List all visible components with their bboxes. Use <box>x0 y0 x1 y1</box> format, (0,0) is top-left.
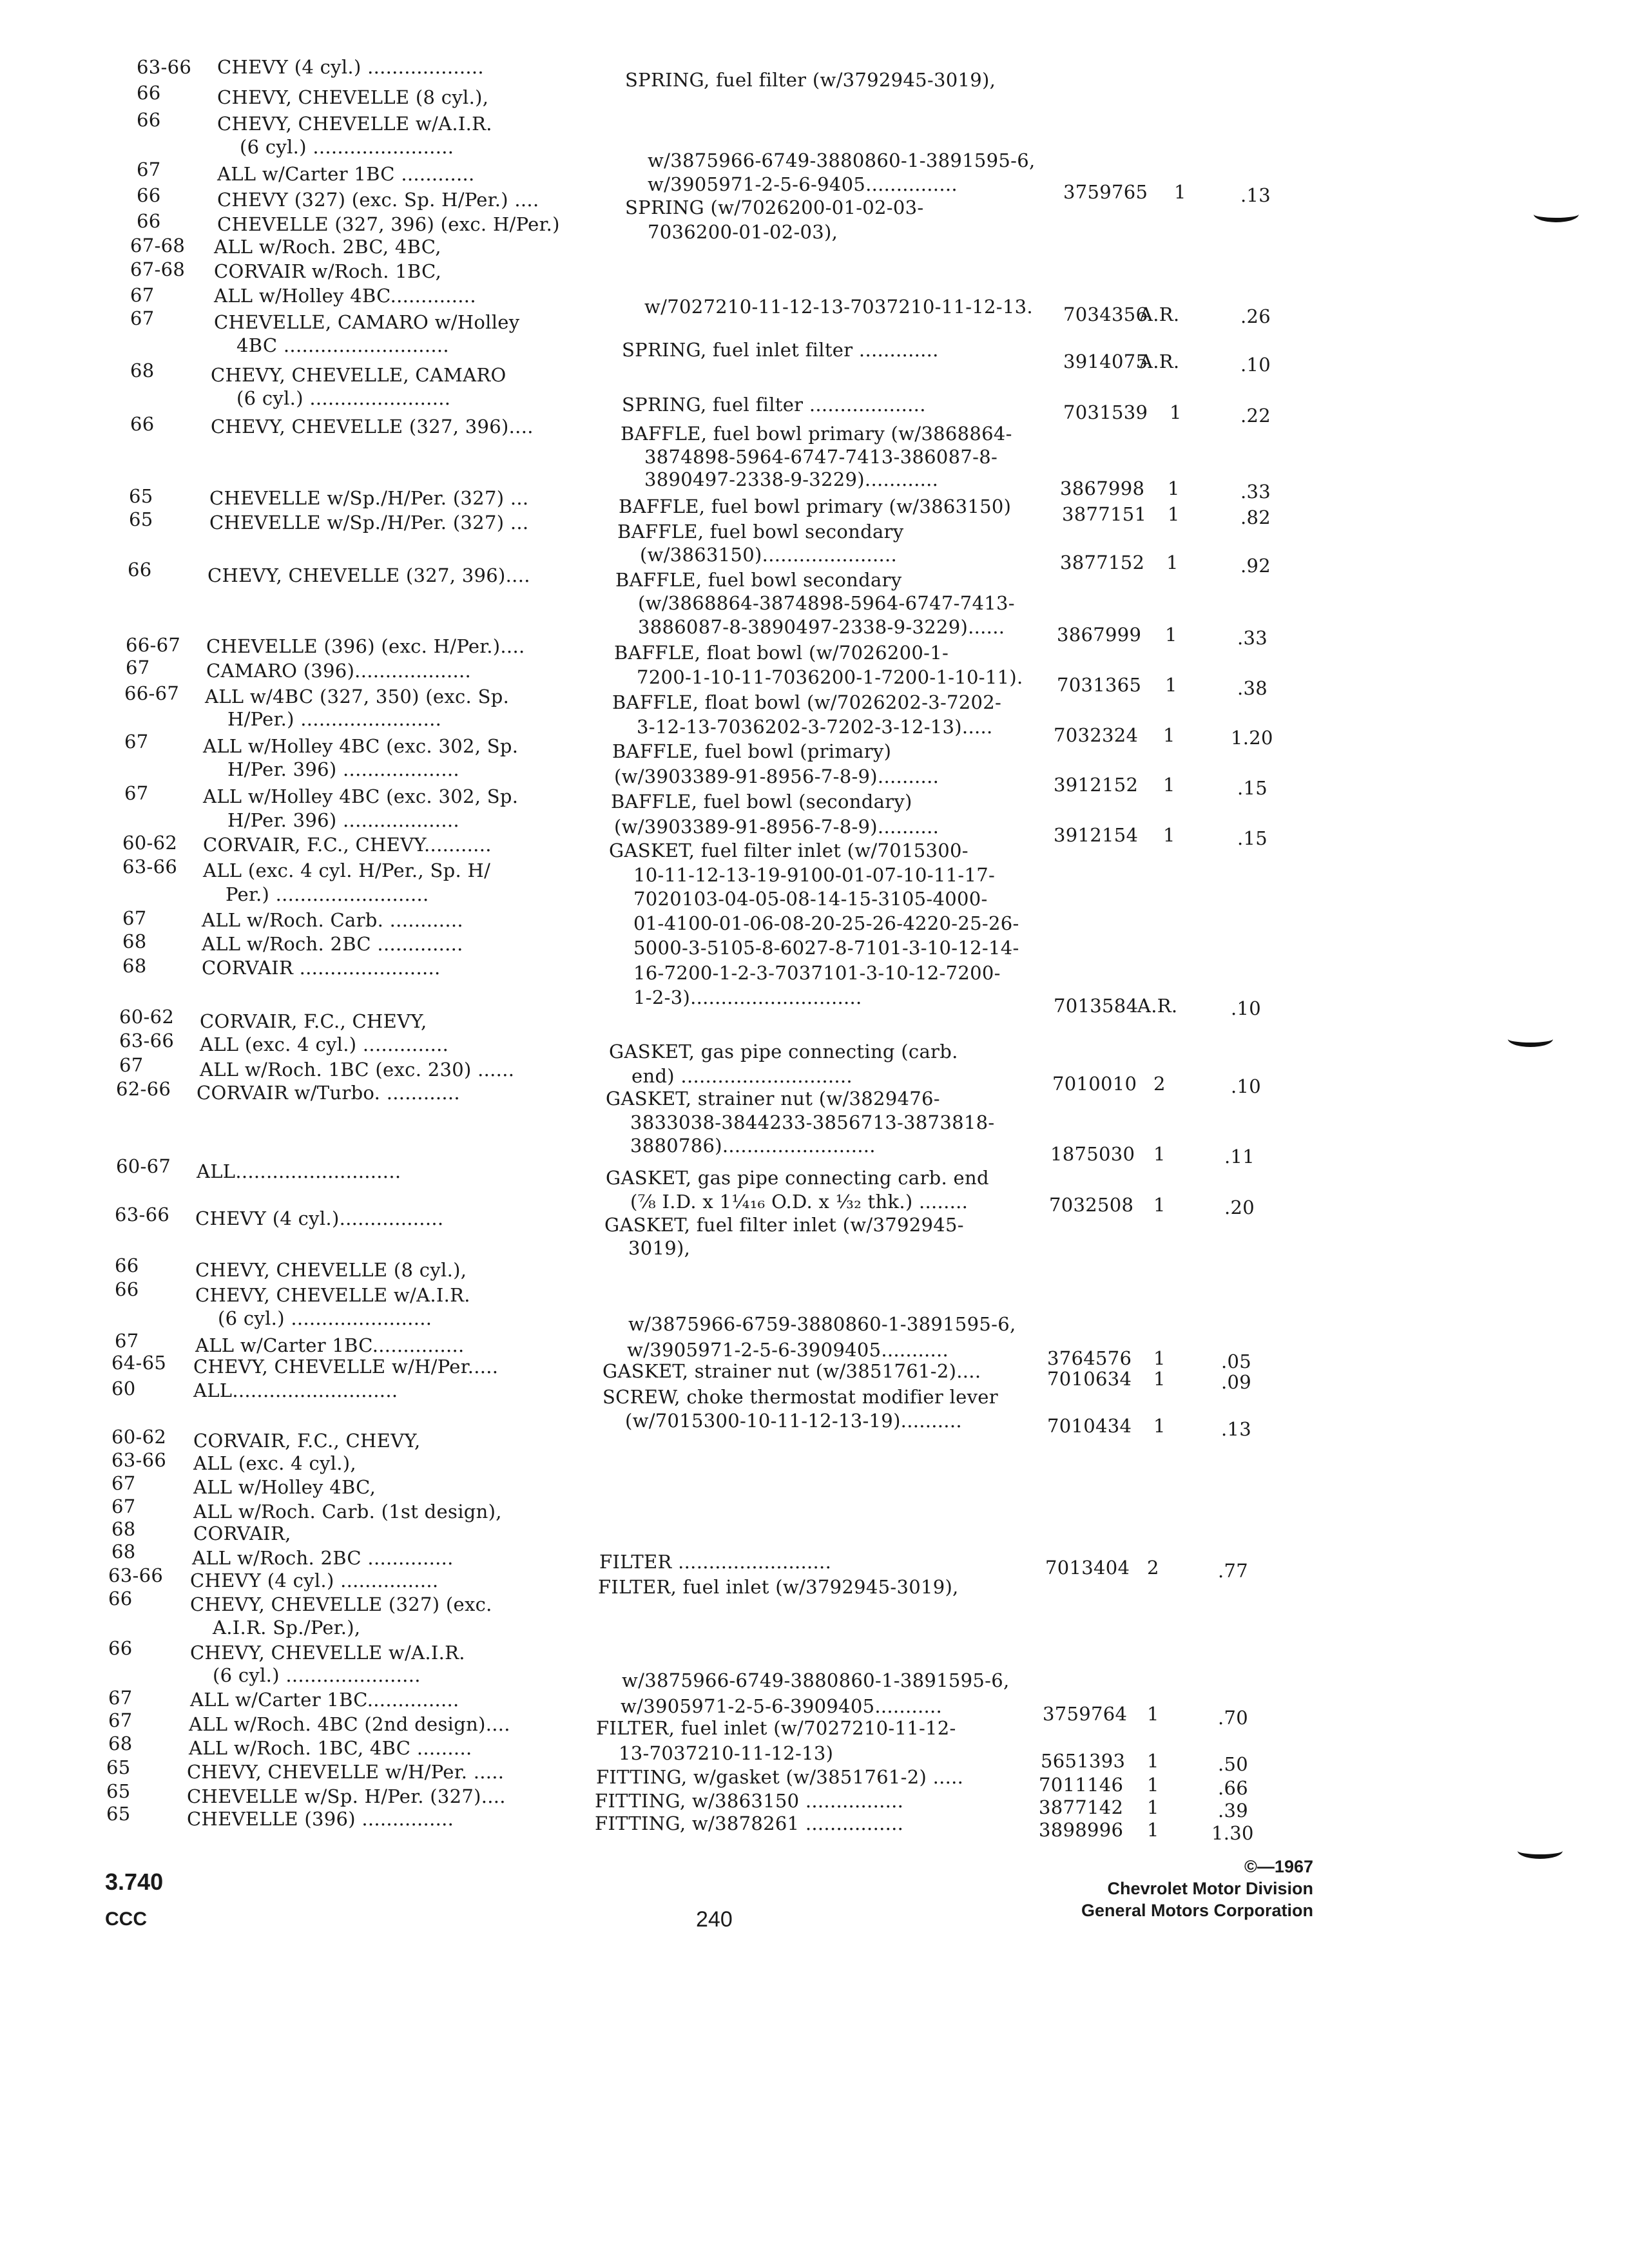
catalog-text-line: 63-66 <box>119 1030 175 1052</box>
catalog-text-line: ALL w/Carter 1BC............... <box>195 1334 465 1356</box>
catalog-text-line: ALL........................... <box>193 1379 398 1401</box>
catalog-text-line: .10 <box>1231 997 1262 1019</box>
catalog-text-line: 3-12-13-7036202-3-7202-3-12-13)..... <box>637 716 993 738</box>
catalog-text-line: 1 <box>1153 1368 1166 1390</box>
catalog-text-line: H/Per. 396) ................... <box>227 809 459 831</box>
catalog-text-line: 7031539 <box>1063 401 1148 423</box>
catalog-text-line: w/3875966-6759-3880860-1-3891595-6, <box>628 1313 1016 1335</box>
catalog-text-line: 1 <box>1153 1194 1166 1216</box>
catalog-text-line: .66 <box>1218 1777 1249 1799</box>
catalog-text-line: .33 <box>1240 481 1271 503</box>
catalog-text-line: CHEVELLE (396) (exc. H/Per.).... <box>206 635 525 657</box>
catalog-text-line: (w/7015300-10-11-12-13-19).......... <box>625 1410 962 1432</box>
catalog-text-line: CHEVELLE, CAMARO w/Holley <box>214 311 520 333</box>
catalog-text-line: 66 <box>137 184 161 206</box>
catalog-text-line: .92 <box>1240 555 1271 577</box>
binder-tick-mark <box>1508 1031 1553 1047</box>
catalog-text-line: 1 <box>1168 503 1180 525</box>
catalog-text-line: (w/3903389-91-8956-7-8-9).......... <box>614 765 940 787</box>
catalog-text-line: FILTER ......................... <box>599 1551 832 1573</box>
catalog-text-line: 3759765 <box>1063 181 1148 203</box>
catalog-text-line: ALL (exc. 4 cyl. H/Per., Sp. H/ <box>203 860 491 881</box>
catalog-text-line: CHEVY, CHEVELLE (8 cyl.), <box>217 86 489 108</box>
catalog-text-line: CHEVELLE (396) ............... <box>187 1808 454 1830</box>
catalog-text-line: 3890497-2338-9-3229)............ <box>644 468 939 490</box>
catalog-text-line: 67 <box>130 284 155 306</box>
catalog-text-line: 1875030 <box>1050 1143 1135 1165</box>
catalog-text-line: 60-62 <box>122 832 178 854</box>
catalog-text-line: 7010010 <box>1052 1073 1137 1095</box>
catalog-text-line: CORVAIR w/Roch. 1BC, <box>214 260 442 282</box>
catalog-text-line: CHEVELLE (327, 396) (exc. H/Per.) <box>217 213 560 235</box>
catalog-text-line: 7031365 <box>1057 674 1142 696</box>
catalog-text-line: 3759764 <box>1043 1703 1128 1725</box>
division-name: Chevrolet Motor Division <box>1107 1879 1313 1898</box>
catalog-text-line: CHEVY, CHEVELLE (327, 396).... <box>211 416 534 437</box>
catalog-text-line: (⅞ I.D. x 1¼₁₆ O.D. x ⅓₂ thk.) ........ <box>630 1191 969 1213</box>
catalog-text-line: 1.20 <box>1231 727 1273 749</box>
catalog-text-line: BAFFLE, fuel bowl (secondary) <box>611 791 912 812</box>
catalog-text-line: 3898996 <box>1039 1819 1124 1841</box>
catalog-text-line: SPRING, fuel filter (w/3792945-3019), <box>625 69 996 91</box>
catalog-text-line: CHEVELLE w/Sp./H/Per. (327) ... <box>209 487 529 509</box>
catalog-text-line: 7013584 <box>1054 995 1139 1017</box>
catalog-text-line: .70 <box>1218 1707 1249 1729</box>
catalog-text-line: FITTING, w/3878261 ................ <box>595 1812 904 1834</box>
catalog-text-line: FILTER, fuel inlet (w/3792945-3019), <box>598 1576 959 1598</box>
catalog-text-line: 66 <box>137 109 161 131</box>
catalog-text-line: 65 <box>106 1780 131 1802</box>
catalog-text-line: 63-66 <box>122 856 178 878</box>
catalog-text-line: 5651393 <box>1041 1750 1126 1772</box>
catalog-text-line: .05 <box>1221 1350 1252 1372</box>
catalog-text-line: 16-7200-1-2-3-7037101-3-10-12-7200- <box>633 962 1001 984</box>
catalog-text-line: w/3905971-2-5-6-9405............... <box>648 173 958 195</box>
page-number: 240 <box>696 1907 733 1932</box>
catalog-text-line: w/3875966-6749-3880860-1-3891595-6, <box>648 149 1036 171</box>
catalog-text-line: 60-62 <box>119 1006 175 1028</box>
catalog-text-line: 67 <box>108 1709 133 1731</box>
catalog-text-line: 1 <box>1168 477 1180 499</box>
catalog-text-line: ALL w/Roch. 2BC, 4BC, <box>214 236 441 258</box>
catalog-text-line: .09 <box>1221 1371 1252 1393</box>
catalog-text-line: 68 <box>111 1541 136 1562</box>
catalog-text-line: 3867999 <box>1057 624 1142 646</box>
catalog-text-line: BAFFLE, fuel bowl primary (w/3863150) <box>619 495 1012 517</box>
catalog-text-line: 67-68 <box>130 235 186 256</box>
catalog-text-line: .33 <box>1237 627 1268 649</box>
catalog-text-line: 7036200-01-02-03), <box>648 221 838 243</box>
catalog-text-line: 7010634 <box>1047 1368 1132 1390</box>
catalog-text-line: GASKET, fuel filter inlet (w/7015300- <box>609 840 969 861</box>
catalog-text-line: A.I.R. Sp./Per.), <box>213 1617 361 1639</box>
catalog-text-line: 68 <box>122 930 147 952</box>
catalog-text-line: CHEVY, CHEVELLE w/A.I.R. <box>190 1642 465 1664</box>
catalog-text-line: BAFFLE, float bowl (w/7026200-1- <box>614 642 949 664</box>
catalog-text-line: ALL........................... <box>197 1160 401 1182</box>
catalog-text-line: BAFFLE, float bowl (w/7026202-3-7202- <box>612 691 1002 713</box>
catalog-text-line: FILTER, fuel inlet (w/7027210-11-12- <box>596 1717 956 1739</box>
catalog-text-line: 1 <box>1166 552 1179 573</box>
catalog-text-line: CORVAIR, F.C., CHEVY, <box>193 1430 421 1452</box>
catalog-text-line: CHEVY, CHEVELLE (8 cyl.), <box>195 1259 467 1281</box>
catalog-text-line: 66 <box>115 1278 139 1300</box>
catalog-text-line: 2 <box>1153 1073 1166 1095</box>
catalog-text-line: 1 <box>1147 1796 1159 1818</box>
catalog-text-line: 7011146 <box>1039 1774 1124 1796</box>
catalog-text-line: .20 <box>1224 1196 1255 1218</box>
catalog-text-line: H/Per.) ....................... <box>227 708 442 730</box>
catalog-text-line: w/3875966-6749-3880860-1-3891595-6, <box>622 1669 1010 1691</box>
catalog-text-line: ALL w/4BC (327, 350) (exc. Sp. <box>205 686 510 707</box>
catalog-text-line: 1 <box>1147 1703 1159 1725</box>
catalog-text-line: (w/3903389-91-8956-7-8-9).......... <box>614 816 940 838</box>
catalog-text-line: 3912154 <box>1054 824 1139 846</box>
catalog-text-line: 3880786)......................... <box>630 1135 876 1157</box>
catalog-text-line: (w/3863150)...................... <box>640 544 898 566</box>
catalog-text-line: .13 <box>1240 184 1271 206</box>
catalog-text-line: w/7027210-11-12-13-7037210-11-12-13. <box>644 296 1033 318</box>
catalog-text-line: 67 <box>126 657 150 678</box>
catalog-text-line: 67 <box>122 907 147 929</box>
catalog-text-line: 63-66 <box>137 56 192 78</box>
catalog-text-line: .15 <box>1237 777 1268 799</box>
catalog-text-line: 1 <box>1147 1774 1159 1796</box>
catalog-text-line: CHEVY, CHEVELLE w/A.I.R. <box>217 113 492 135</box>
catalog-text-line: 5000-3-5105-8-6027-8-7101-3-10-12-14- <box>633 937 1019 959</box>
catalog-text-line: 1.30 <box>1211 1822 1254 1844</box>
copyright: ©—1967 <box>1244 1857 1313 1876</box>
catalog-text-line: 65 <box>106 1803 131 1825</box>
catalog-text-line: GASKET, fuel filter inlet (w/3792945- <box>604 1214 964 1236</box>
catalog-text-line: 01-4100-01-06-08-20-25-26-4220-25-26- <box>633 912 1019 934</box>
catalog-text-line: 3019), <box>628 1237 691 1259</box>
catalog-text-line: 3877142 <box>1039 1796 1124 1818</box>
catalog-text-line: 1 <box>1153 1347 1166 1369</box>
catalog-text-line: w/3905971-2-5-6-3909405........... <box>621 1695 943 1717</box>
catalog-text-line: 10-11-12-13-19-9100-01-07-10-11-17- <box>633 864 996 886</box>
catalog-text-line: CORVAIR, <box>193 1523 291 1544</box>
catalog-text-line: .50 <box>1218 1753 1249 1775</box>
catalog-text-line: 66 <box>108 1588 133 1610</box>
catalog-text-line: 68 <box>122 955 147 977</box>
catalog-text-line: 1 <box>1163 824 1175 846</box>
catalog-text-line: 3877152 <box>1060 552 1145 573</box>
catalog-text-line: ALL w/Roch. 4BC (2nd design).... <box>189 1713 510 1735</box>
catalog-text-line: 1-2-3)............................ <box>633 986 862 1008</box>
catalog-text-line: 64-65 <box>111 1352 167 1374</box>
catalog-text-line: 67 <box>111 1495 136 1517</box>
catalog-text-line: 13-7037210-11-12-13) <box>619 1742 834 1764</box>
catalog-text-line: w/3905971-2-5-6-3909405........... <box>627 1339 949 1361</box>
catalog-text-line: 7034356 <box>1063 303 1148 325</box>
catalog-text-line: 1 <box>1170 401 1182 423</box>
catalog-text-line: CHEVY (4 cyl.) ................... <box>217 56 484 78</box>
catalog-text-line: (6 cyl.) ...................... <box>213 1664 421 1686</box>
catalog-text-line: 3874898-5964-6747-7413-386087-8- <box>644 446 998 468</box>
catalog-text-line: CHEVY, CHEVELLE w/H/Per. ..... <box>187 1761 505 1783</box>
catalog-text-line: 66 <box>130 413 155 435</box>
catalog-text-line: 66-67 <box>124 682 180 704</box>
catalog-text-line: ALL w/Holley 4BC, <box>193 1476 376 1498</box>
catalog-text-line: GASKET, strainer nut (w/3851761-2).... <box>602 1360 981 1382</box>
catalog-text-line: A.R. <box>1137 995 1178 1017</box>
catalog-text-line: 66 <box>137 210 161 232</box>
catalog-text-line: 1 <box>1165 674 1177 696</box>
catalog-text-line: ALL w/Carter 1BC............... <box>190 1689 459 1711</box>
catalog-text-line: 3833038-3844233-3856713-3873818- <box>630 1111 995 1133</box>
catalog-text-line: 60-67 <box>116 1155 171 1177</box>
catalog-text-line: 67 <box>111 1472 136 1494</box>
catalog-text-line: 68 <box>108 1733 133 1754</box>
catalog-text-line: .10 <box>1231 1075 1262 1097</box>
catalog-text-line: 3886087-8-3890497-2338-9-3229)...... <box>638 616 1005 638</box>
catalog-text-line: 65 <box>129 485 153 507</box>
catalog-text-line: A.R. <box>1139 303 1180 325</box>
catalog-text-line: SCREW, choke thermostat modifier lever <box>602 1386 998 1408</box>
catalog-text-line: 65 <box>106 1756 131 1778</box>
catalog-text-line: 1 <box>1153 1415 1166 1437</box>
catalog-text-line: 66-67 <box>126 634 181 656</box>
catalog-text-line: 66 <box>115 1254 139 1276</box>
catalog-text-line: SPRING, fuel filter ................... <box>622 394 926 416</box>
catalog-text-line: 3877151 <box>1062 503 1147 525</box>
catalog-text-line: 7032508 <box>1049 1194 1134 1216</box>
catalog-text-line: 62-66 <box>116 1078 171 1100</box>
catalog-text-line: 67 <box>119 1054 144 1076</box>
binder-tick-mark <box>1518 1843 1563 1859</box>
catalog-text-line: 67 <box>124 731 149 753</box>
catalog-text-line: FITTING, w/3863150 ................ <box>595 1790 904 1812</box>
catalog-text-line: CORVAIR ....................... <box>202 957 441 979</box>
catalog-text-line: 1 <box>1147 1819 1159 1841</box>
catalog-text-line: 66 <box>128 559 152 581</box>
catalog-text-line: 2 <box>1147 1557 1159 1579</box>
catalog-text-line: 63-66 <box>115 1204 170 1225</box>
catalog-text-line: ALL w/Roch. Carb. ............ <box>202 909 463 931</box>
catalog-text-line: GASKET, strainer nut (w/3829476- <box>606 1088 940 1110</box>
catalog-text-line: CHEVY, CHEVELLE w/H/Per..... <box>193 1356 499 1378</box>
catalog-text-line: .22 <box>1240 405 1271 427</box>
catalog-text-line: 1 <box>1147 1750 1159 1772</box>
catalog-text-line: ALL w/Holley 4BC.............. <box>214 285 476 307</box>
catalog-text-line: end) ............................ <box>631 1065 853 1087</box>
catalog-text-line: 63-66 <box>108 1564 164 1586</box>
catalog-text-line: A.R. <box>1139 351 1180 372</box>
catalog-text-line: 68 <box>111 1518 136 1540</box>
catalog-text-line: 66 <box>108 1637 133 1659</box>
catalog-text-line: H/Per. 396) ................... <box>227 758 459 780</box>
catalog-text-line: CHEVELLE w/Sp./H/Per. (327) ... <box>209 512 529 533</box>
catalog-text-line: 3914075 <box>1063 351 1148 372</box>
catalog-text-line: CORVAIR, F.C., CHEVY........... <box>203 834 492 856</box>
catalog-text-line: .82 <box>1240 506 1271 528</box>
catalog-text-line: 68 <box>130 360 155 381</box>
catalog-text-line: CHEVY, CHEVELLE w/A.I.R. <box>195 1284 470 1306</box>
catalog-text-line: 7010434 <box>1047 1415 1132 1437</box>
catalog-text-line: 1 <box>1153 1143 1166 1165</box>
catalog-text-line: .38 <box>1237 677 1268 699</box>
catalog-text-line: 65 <box>129 508 153 530</box>
catalog-text-line: .11 <box>1224 1146 1255 1168</box>
catalog-text-line: 3912152 <box>1054 774 1139 796</box>
catalog-text-line: ALL (exc. 4 cyl.), <box>193 1452 356 1474</box>
catalog-text-line: .15 <box>1237 827 1268 849</box>
catalog-text-line: BAFFLE, fuel bowl secondary <box>615 569 902 591</box>
catalog-text-line: CHEVY (4 cyl.) ................ <box>190 1570 439 1591</box>
catalog-text-line: .77 <box>1218 1560 1249 1582</box>
catalog-text-line: 67 <box>108 1687 133 1709</box>
catalog-text-line: 67 <box>124 782 149 804</box>
section-number: 3.740 <box>105 1869 164 1895</box>
corporation-name: General Motors Corporation <box>1081 1901 1313 1920</box>
catalog-text-line: CHEVY (4 cyl.)................. <box>195 1207 444 1229</box>
catalog-text-line: 60 <box>111 1378 136 1399</box>
catalog-text-line: ALL w/Roch. 1BC, 4BC ......... <box>189 1737 472 1759</box>
catalog-text-line: 7032324 <box>1054 724 1139 746</box>
catalog-text-line: 60-62 <box>111 1426 167 1448</box>
catalog-text-line: .13 <box>1221 1418 1252 1440</box>
catalog-text-line: 7020103-04-05-08-14-15-3105-4000- <box>633 888 988 910</box>
catalog-code: CCC <box>105 1908 147 1930</box>
catalog-text-line: .39 <box>1218 1800 1249 1821</box>
catalog-text-line: (6 cyl.) ....................... <box>236 387 451 409</box>
catalog-text-line: CORVAIR w/Turbo. ............ <box>197 1082 460 1104</box>
catalog-text-line: ALL w/Roch. 2BC .............. <box>192 1547 454 1569</box>
catalog-text-line: ALL (exc. 4 cyl.) .............. <box>200 1033 449 1055</box>
catalog-text-line: 67 <box>115 1330 139 1352</box>
catalog-text-line: (w/3868864-3874898-5964-6747-7413- <box>638 592 1015 614</box>
catalog-text-line: CHEVELLE w/Sp. H/Per. (327).... <box>187 1785 506 1807</box>
catalog-text-line: CORVAIR, F.C., CHEVY, <box>200 1010 427 1032</box>
catalog-text-line: 7200-1-10-11-7036200-1-7200-1-10-11). <box>637 666 1023 688</box>
catalog-text-line: BAFFLE, fuel bowl primary (w/3868864- <box>621 423 1012 445</box>
catalog-text-line: 67-68 <box>130 258 186 280</box>
catalog-text-line: 7013404 <box>1045 1557 1130 1579</box>
catalog-text-line: SPRING, fuel inlet filter ............. <box>622 339 939 361</box>
catalog-text-line: Per.) ......................... <box>226 883 429 905</box>
catalog-text-line: 1 <box>1174 181 1186 203</box>
catalog-text-line: ALL w/Roch. Carb. (1st design), <box>193 1501 502 1523</box>
catalog-text-line: .10 <box>1240 354 1271 376</box>
catalog-text-line: 67 <box>137 159 161 180</box>
catalog-text-line: CAMARO (396)................... <box>206 660 472 682</box>
catalog-text-line: 1 <box>1163 774 1175 796</box>
catalog-text-line: 63-66 <box>111 1449 167 1471</box>
catalog-text-line: 67 <box>130 307 155 329</box>
catalog-text-line: 66 <box>137 82 161 104</box>
catalog-text-line: 1 <box>1163 724 1175 746</box>
catalog-text-line: BAFFLE, fuel bowl (primary) <box>612 740 892 762</box>
catalog-text-line: ALL w/Roch. 2BC .............. <box>202 933 463 955</box>
catalog-text-line: 1 <box>1165 624 1177 646</box>
catalog-text-line: (6 cyl.) ....................... <box>240 136 454 158</box>
catalog-text-line: CHEVY, CHEVELLE (327) (exc. <box>190 1593 492 1615</box>
catalog-text-line: GASKET, gas pipe connecting (carb. <box>609 1041 958 1062</box>
catalog-text-line: BAFFLE, fuel bowl secondary <box>617 521 904 543</box>
catalog-text-line: 3867998 <box>1060 477 1145 499</box>
catalog-text-line: ALL w/Roch. 1BC (exc. 230) ...... <box>200 1059 515 1081</box>
catalog-text-line: .26 <box>1240 305 1271 327</box>
catalog-text-line: (6 cyl.) ....................... <box>218 1307 432 1329</box>
binder-tick-mark <box>1534 206 1579 222</box>
catalog-text-line: CHEVY, CHEVELLE, CAMARO <box>211 364 506 386</box>
catalog-text-line: 3764576 <box>1047 1347 1132 1369</box>
catalog-text-line: GASKET, gas pipe connecting carb. end <box>606 1167 989 1189</box>
catalog-text-line: 4BC ........................... <box>236 334 449 356</box>
catalog-text-line: ALL w/Holley 4BC (exc. 302, Sp. <box>203 785 519 807</box>
catalog-text-line: CHEVY, CHEVELLE (327, 396).... <box>207 564 530 586</box>
catalog-text-line: ALL w/Carter 1BC ............ <box>217 163 475 185</box>
catalog-text-line: CHEVY (327) (exc. Sp. H/Per.) .... <box>217 189 539 211</box>
catalog-text-line: ALL w/Holley 4BC (exc. 302, Sp. <box>203 735 519 757</box>
catalog-text-line: SPRING (w/7026200-01-02-03- <box>625 197 924 218</box>
catalog-text-line: FITTING, w/gasket (w/3851761-2) ..... <box>596 1766 964 1788</box>
